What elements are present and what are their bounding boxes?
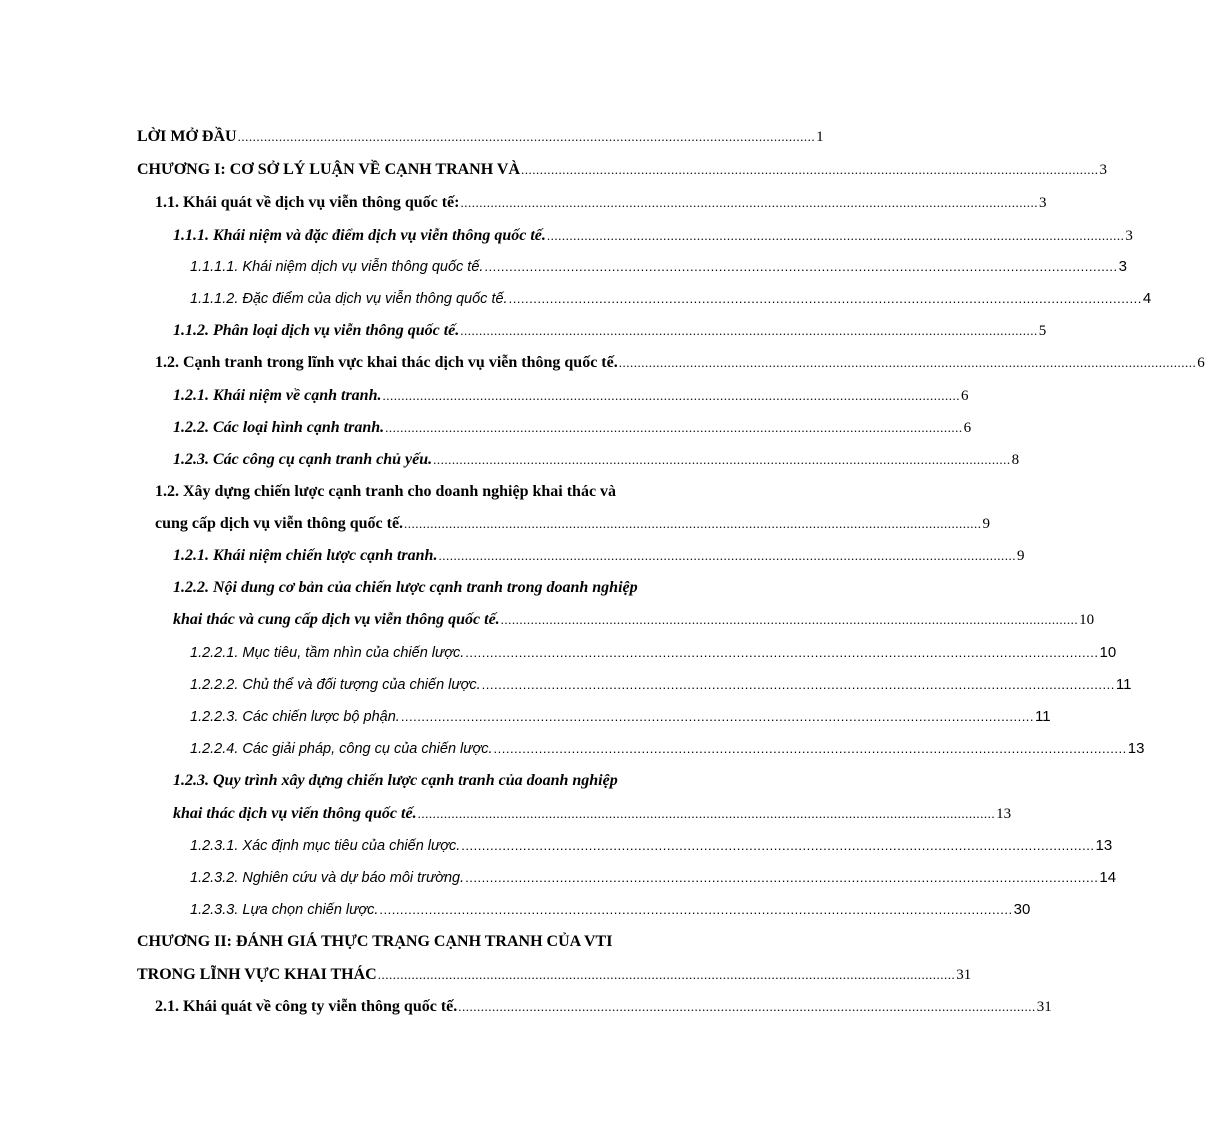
toc-entry-title: 1.1. Khái quát về dịch vụ viễn thông quốc tế: xyxy=(155,194,460,211)
toc-entry-1-2-1b[interactable] xyxy=(173,547,1025,565)
toc-entry-title: LỜI MỞ ĐẦU xyxy=(137,128,237,145)
toc-entry-title: 1.2.3.3. Lựa chọn chiến lược. xyxy=(190,902,379,918)
toc-entry-title: CHƯƠNG I: CƠ SỞ LÝ LUẬN VỀ CẠNH TRANH VÀ xyxy=(137,161,520,178)
toc-entry-page: 8 xyxy=(1011,452,1020,468)
toc-entry-1-1-1[interactable] xyxy=(173,227,1133,245)
toc-entry-title: khai thác dịch vụ viến thông quốc tế. xyxy=(173,805,417,822)
dot-leader: .......................................................................................................................................................... xyxy=(385,420,963,435)
toc-entry-1-2-3[interactable] xyxy=(173,451,1020,469)
dot-leader: .......................................................................................................................................................... xyxy=(458,999,1036,1014)
toc-entry-page: 5 xyxy=(1038,323,1047,339)
toc-entry-1-2-2-1[interactable] xyxy=(190,644,1117,661)
dot-leader: .......................................................................................................................................................... xyxy=(237,129,816,144)
toc-entry-1-2-1[interactable] xyxy=(173,387,969,405)
toc-entry-title: 1.2.2. Nội dung cơ bản của chiến lược cạnh tranh trong doanh nghiệp xyxy=(173,579,638,596)
toc-entry-1-2-2b-line2[interactable] xyxy=(173,611,1095,629)
dot-leader: .......................................................................................................................................................... xyxy=(484,259,1118,274)
toc-entry-chuong-1[interactable] xyxy=(137,161,1107,179)
dot-leader: .......................................................................................................................................................... xyxy=(433,452,1011,467)
toc-entry-title: 1.1.1. Khái niệm và đặc điểm dịch vụ viễn thông quốc tế. xyxy=(173,227,546,244)
toc-entry-title: 1.2.3.2. Nghiên cứu và dự báo môi trường. xyxy=(190,870,465,886)
toc-entry-page: 9 xyxy=(1016,548,1025,564)
toc-entry-page: 9 xyxy=(982,516,991,532)
toc-entry-page: 3 xyxy=(1125,228,1133,244)
toc-entry-1-2-2[interactable] xyxy=(173,419,972,437)
toc-entry-1-2-2b-line1[interactable] xyxy=(173,579,737,597)
dot-leader: .......................................................................................................................................................... xyxy=(438,548,1016,563)
toc-entry-page: 3 xyxy=(1099,162,1107,178)
toc-entry-title: 1.2. Xây dựng chiến lược cạnh tranh cho doanh nghiệp khai thác và xyxy=(155,483,617,500)
toc-entry-1-2-3b-line1[interactable] xyxy=(173,772,737,790)
toc-entry-page: 11 xyxy=(1035,708,1051,725)
toc-entry-title: 1.1.2. Phân loại dịch vụ viễn thông quốc tế. xyxy=(173,322,460,339)
toc-entry-page: 10 xyxy=(1079,612,1095,628)
toc-entry-title: 1.2.1. Khái niệm về cạnh tranh. xyxy=(173,387,382,404)
toc-entry-1-2-2-3[interactable] xyxy=(190,708,1051,725)
toc-entry-page: 6 xyxy=(960,388,969,404)
toc-entry-page: 6 xyxy=(963,420,972,436)
toc-entry-title: CHƯƠNG II: ĐÁNH GIÁ THỰC TRẠNG CẠNH TRANH CỦA VTI xyxy=(137,933,613,950)
toc-entry-1-1-1-1[interactable] xyxy=(190,258,1127,275)
toc-entry-1-2-2-2[interactable] xyxy=(190,676,1132,693)
toc-entry-1-2-3-3[interactable] xyxy=(190,901,1031,918)
toc-entry-title: 1.2. Cạnh tranh trong lĩnh vực khai thác dịch vụ viễn thông quốc tế. xyxy=(155,354,618,371)
dot-leader: .......................................................................................................................................................... xyxy=(521,162,1099,177)
toc-entry-page: 3 xyxy=(1038,195,1047,211)
toc-entry-page: 13 xyxy=(996,806,1012,822)
toc-entry-page: 30 xyxy=(1013,901,1031,918)
dot-leader: .......................................................................................................................................................... xyxy=(461,838,1095,853)
dot-leader: .......................................................................................................................................................... xyxy=(379,902,1013,917)
toc-entry-title: 1.2.3.1. Xác định mục tiêu của chiến lược. xyxy=(190,838,461,854)
dot-leader: .......................................................................................................................................................... xyxy=(460,323,1038,338)
toc-entry-page: 10 xyxy=(1099,644,1117,661)
toc-entry-page: 31 xyxy=(1036,999,1052,1015)
toc-entry-1-2b-line1[interactable] xyxy=(155,483,737,501)
toc-entry-1-2-3-2[interactable] xyxy=(190,869,1117,886)
toc-entry-title: 1.2.2.2. Chủ thể và đối tượng của chiến lược. xyxy=(190,677,481,693)
dot-leader: .......................................................................................................................................................... xyxy=(481,677,1115,692)
toc-entry-title: 1.2.2.1. Mục tiêu, tầm nhìn của chiến lược. xyxy=(190,645,465,661)
dot-leader: .......................................................................................................................................................... xyxy=(508,291,1142,306)
toc-entry-1-2-3-1[interactable] xyxy=(190,837,1113,854)
dot-leader: .......................................................................................................................................................... xyxy=(404,516,982,531)
toc-entry-1-2-3b-line2[interactable] xyxy=(173,805,1012,823)
toc-entry-title: 1.2.1. Khái niệm chiến lược cạnh tranh. xyxy=(173,547,438,564)
toc-entry-1-1[interactable] xyxy=(155,194,1047,212)
dot-leader: .......................................................................................................................................................... xyxy=(377,967,956,982)
toc-entry-1-2b-line2[interactable] xyxy=(155,515,991,533)
toc-entry-1-1-2[interactable] xyxy=(173,322,1047,340)
toc-entry-page: 11 xyxy=(1115,676,1132,693)
dot-leader: .......................................................................................................................................................... xyxy=(546,228,1125,243)
toc-entry-1-2[interactable] xyxy=(155,354,1205,372)
toc-entry-title: 1.1.1.1. Khái niệm dịch vụ viễn thông quốc tế. xyxy=(190,259,484,275)
toc-entry-loi-mo-dau[interactable] xyxy=(137,128,824,146)
toc-entry-page: 4 xyxy=(1142,290,1152,307)
toc-entry-title: cung cấp dịch vụ viễn thông quốc tế. xyxy=(155,515,404,532)
dot-leader: .......................................................................................................................................................... xyxy=(400,709,1035,724)
toc-entry-1-1-1-2[interactable] xyxy=(190,290,1152,307)
toc-entry-title: 1.1.1.2. Đặc điểm của dịch vụ viễn thông quốc tế. xyxy=(190,291,508,307)
toc-entry-chuong-2-line2[interactable] xyxy=(137,966,972,984)
toc-entry-page: 1 xyxy=(816,129,824,145)
toc-entry-page: 13 xyxy=(1095,837,1113,854)
toc-entry-chuong-2-line1[interactable] xyxy=(137,933,737,951)
dot-leader: .......................................................................................................................................................... xyxy=(465,645,1099,660)
dot-leader: .......................................................................................................................................................... xyxy=(382,388,960,403)
dot-leader: .......................................................................................................................................................... xyxy=(500,612,1079,627)
toc-entry-title: 1.2.2.3. Các chiến lược bộ phận. xyxy=(190,709,400,725)
toc-entry-title: 1.2.3. Quy trình xây dựng chiến lược cạnh tranh của doanh nghiệp xyxy=(173,772,618,789)
toc-entry-2-1[interactable] xyxy=(155,998,1052,1016)
dot-leader: .......................................................................................................................................................... xyxy=(417,806,996,821)
toc-entry-title: TRONG LĨNH VỰC KHAI THÁC xyxy=(137,966,377,983)
toc-entry-title: 1.2.2.4. Các giải pháp, công cụ của chiến lược. xyxy=(190,741,493,757)
toc-entry-page: 31 xyxy=(956,967,972,983)
dot-leader: .......................................................................................................................................................... xyxy=(465,870,1099,885)
toc-entry-title: 2.1. Khái quát về công ty viễn thông quốc tế. xyxy=(155,998,458,1015)
toc-entry-1-2-2-4[interactable] xyxy=(190,740,1145,757)
toc-entry-page: 13 xyxy=(1127,740,1145,757)
toc-entry-title: 1.2.2. Các loại hình cạnh tranh. xyxy=(173,419,385,436)
toc-entry-page: 3 xyxy=(1118,258,1127,275)
toc-entry-page: 14 xyxy=(1099,869,1117,886)
dot-leader: .......................................................................................................................................................... xyxy=(460,195,1038,210)
toc-entry-title: khai thác và cung cấp dịch vụ viễn thông quốc tế. xyxy=(173,611,500,628)
toc-entry-title: 1.2.3. Các công cụ cạnh tranh chủ yếu. xyxy=(173,451,433,468)
toc-entry-page: 6 xyxy=(1197,355,1205,371)
dot-leader: .......................................................................................................................................................... xyxy=(493,741,1127,756)
dot-leader: .......................................................................................................................................................... xyxy=(618,355,1197,370)
